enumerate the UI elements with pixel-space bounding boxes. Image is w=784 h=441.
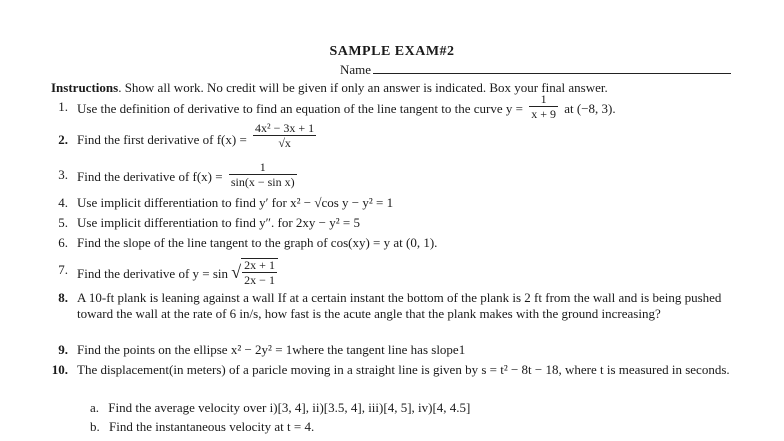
instructions-text: . Show all work. No credit will be given if only an answer is indicated. Box your final answer. <box>118 80 608 95</box>
fraction-denominator: x + 9 <box>531 107 556 121</box>
question-text: Use implicit differentiation to find y′ for x² − √cos y − y² = 1 <box>77 195 394 210</box>
question-number: 5. <box>58 215 68 230</box>
fraction <box>529 93 558 121</box>
name-label: Name <box>340 62 372 77</box>
question-10-text: The displacement(in meters) of a paricle moving in a straight line is given by s = t² − 8t − 18, where t is measured in seconds. <box>77 362 730 377</box>
question-text: Find the slope of the line tangent to the graph of cos(xy) = y at (0, 1). <box>77 235 438 250</box>
question-text: Find the derivative of y = sin <box>77 266 232 281</box>
question-number: 1. <box>58 99 68 114</box>
question-text: Find the first derivative of f(x) = <box>77 132 251 147</box>
question-number: 3. <box>58 167 68 182</box>
question-number: 9. <box>58 342 68 357</box>
fraction <box>229 161 297 189</box>
question-text: Use implicit differentiation to find y″. for 2xy − y² = 5 <box>77 215 360 230</box>
instructions-label: Instructions <box>51 80 119 95</box>
fraction-numerator: 1 <box>229 161 297 175</box>
sub-item-text: Find the instantaneous velocity at t = 4. <box>109 419 315 434</box>
question-number: 4. <box>58 195 68 210</box>
question-number: 6. <box>58 235 68 250</box>
fraction-denominator: sin(x − sin x) <box>230 175 295 189</box>
fraction-denominator: √x <box>278 136 291 151</box>
instructions <box>51 80 608 96</box>
question-number: 8. <box>58 290 68 305</box>
question-text: Find the points on the ellipse x² − 2y² = 1where the tangent line has slope1 <box>77 342 466 357</box>
name-field[interactable] <box>340 62 731 78</box>
sub-item-label: b. <box>90 419 100 434</box>
sub-item-a <box>90 400 470 416</box>
question-text: Use the definition of derivative to find an equation of the line tangent to the curve y = <box>77 100 527 116</box>
exam-title: SAMPLE EXAM#2 <box>329 44 455 59</box>
fraction-denominator: 2x − 1 <box>244 272 275 287</box>
sub-item-b <box>90 419 314 435</box>
question-number: 10. <box>51 362 68 377</box>
question-tail: at (−8, 3). <box>560 100 616 116</box>
sqrt-symbol: √ <box>231 262 242 282</box>
fraction-numerator: 2x + 1 <box>244 257 275 272</box>
question-8-text: A 10-ft plank is leaning against a wall If at a certain instant the bottom of the plank is 2 ft from the wall and is being pushed toward the wall at the rate of 6 in/s, how fast is the acute angle that the plank makes with the ground increasing? <box>77 290 722 321</box>
sub-item-text: Find the average velocity over i)[3, 4], ii)[3.5, 4], iii)[4, 5], iv)[4, 4.5] <box>108 400 471 415</box>
name-underline <box>373 63 731 74</box>
fraction-numerator: 4x² − 3x + 1 <box>255 121 315 136</box>
fraction <box>253 122 316 150</box>
question-number: 2. <box>58 132 68 147</box>
fraction-numerator: 1 <box>529 93 558 107</box>
fraction <box>241 258 278 287</box>
question-text: Find the derivative of f(x) = <box>77 168 226 184</box>
question-number: 7. <box>58 262 68 277</box>
sub-item-label: a. <box>90 400 100 415</box>
